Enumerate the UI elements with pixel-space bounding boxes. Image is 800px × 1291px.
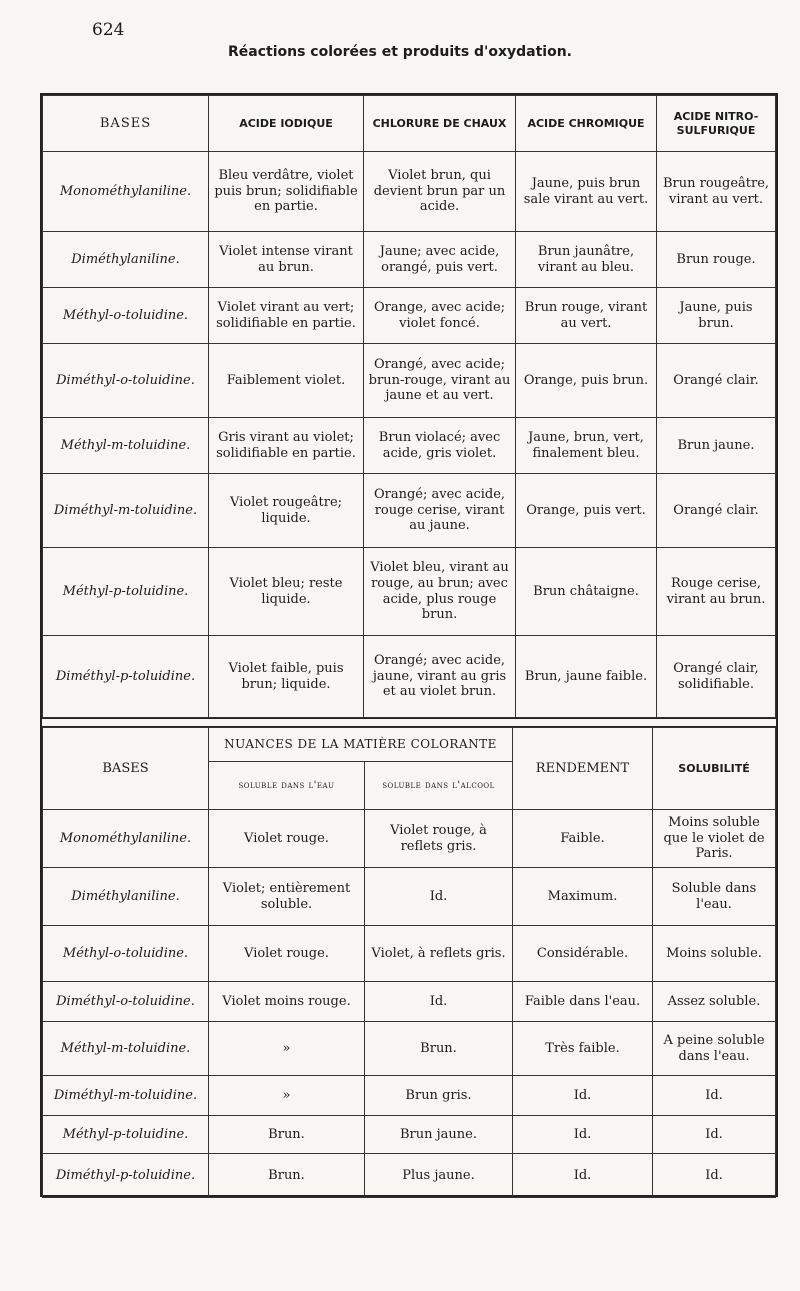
table1-cell: Orange, avec acide; violet foncé. [364,288,516,344]
table1-base-cell: Méthyl-m-toluidine. [43,418,209,474]
table1-cell: Orangé; avec acide, jaune, virant au gris et au violet brun. [364,636,516,718]
header-nuances: NUANCES DE LA MATIÈRE COLORANTE [209,728,513,762]
table1-base-cell: Diméthyl-o-toluidine. [43,344,209,418]
table2-cell: Brun. [209,1116,365,1154]
table2-cell: Brun gris. [365,1076,513,1116]
table1-row [43,152,776,232]
reactions-body [43,152,776,718]
table1-row [43,232,776,288]
header-acide-nitro-sulfurique: ACIDE NITRO-SULFURIQUE [657,96,776,152]
table2-row [43,1076,776,1116]
table1-cell: Jaune, brun, vert, finalement bleu. [516,418,657,474]
table1-cell: Orangé, avec acide; brun-rouge, virant au jaune et au vert. [364,344,516,418]
table2-row [43,1116,776,1154]
properties-body [43,810,776,1198]
header-soluble-eau: soluble dans l'eau [209,762,365,810]
table2-base-cell: Diméthylaniline. [43,868,209,926]
table2-cell: Id. [365,868,513,926]
table2-cell: Faible dans l'eau. [513,982,653,1022]
table1-row [43,636,776,718]
table2-cell: Id. [653,1076,776,1116]
table1-cell: Brun, jaune faible. [516,636,657,718]
table2-row [43,1154,776,1198]
table1-cell: Brun violacé; avec acide, gris violet. [364,418,516,474]
table2-row [43,982,776,1022]
properties-table [42,727,776,1198]
table2-base-cell: Méthyl-m-toluidine. [43,1022,209,1076]
header-chlorure-de-chaux: CHLORURE DE CHAUX [364,96,516,152]
table2-cell: Violet rouge, à reflets gris. [365,810,513,868]
table2-cell: Très faible. [513,1022,653,1076]
table1-cell: Violet faible, puis brun; liquide. [209,636,364,718]
table1-cell: Violet intense virant au brun. [209,232,364,288]
table1-row [43,288,776,344]
header-acide-iodique: ACIDE IODIQUE [209,96,364,152]
header-bases-2: BASES [43,728,209,810]
table1-row [43,474,776,548]
table1-cell: Orange, puis brun. [516,344,657,418]
header-solubilite: SOLUBILITÉ [653,728,776,810]
table2-cell: Moins soluble. [653,926,776,982]
table1-cell: Orangé clair, solidifiable. [657,636,776,718]
table2-cell: Id. [365,982,513,1022]
table2-cell: Moins soluble que le violet de Paris. [653,810,776,868]
table1-cell: Orangé clair. [657,474,776,548]
table1-cell: Bleu verdâtre, violet puis brun; solidifiable en partie. [209,152,364,232]
table1-base-cell: Diméthylaniline. [43,232,209,288]
table2-base-cell: Méthyl-p-toluidine. [43,1116,209,1154]
table1-cell: Rouge cerise, virant au brun. [657,548,776,636]
table2-cell: Brun. [209,1154,365,1198]
table1-cell: Violet virant au vert; solidifiable en partie. [209,288,364,344]
table1-cell: Jaune, puis brun sale virant au vert. [516,152,657,232]
header-bases: BASES [43,96,209,152]
table2-row [43,926,776,982]
page-title: Réactions colorées et produits d'oxydation. [228,44,572,60]
table1-cell: Brun rouge, virant au vert. [516,288,657,344]
table1-cell: Orangé; avec acide, rouge cerise, virant au jaune. [364,474,516,548]
table2-cell: Plus jaune. [365,1154,513,1198]
table2-cell: Brun jaune. [365,1116,513,1154]
table2-cell: Id. [653,1116,776,1154]
header-soluble-alcool: soluble dans l'alcool [365,762,513,810]
reactions-table [42,95,776,718]
table2-row [43,868,776,926]
properties-header-row-1 [43,728,776,762]
table2-base-cell: Diméthyl-o-toluidine. [43,982,209,1022]
table1-row [43,418,776,474]
table1-base-cell: Diméthyl-m-toluidine. [43,474,209,548]
table1-cell: Faiblement violet. [209,344,364,418]
table2-cell: Id. [513,1076,653,1116]
table2-row [43,810,776,868]
table1-cell: Jaune, puis brun. [657,288,776,344]
table1-row [43,344,776,418]
table1-base-cell: Diméthyl-p-toluidine. [43,636,209,718]
table2-cell: Violet; entièrement soluble. [209,868,365,926]
table2-cell: Violet moins rouge. [209,982,365,1022]
table1-cell: Orange, puis vert. [516,474,657,548]
table1-cell: Brun châtaigne. [516,548,657,636]
reactions-header-row [43,96,776,152]
table1-cell: Brun rouge. [657,232,776,288]
table1-base-cell: Méthyl-p-toluidine. [43,548,209,636]
table1-cell: Jaune; avec acide, orangé, puis vert. [364,232,516,288]
table-separator [42,718,776,727]
table2-base-cell: Diméthyl-m-toluidine. [43,1076,209,1116]
table2-cell: Id. [513,1154,653,1198]
table1-cell: Orangé clair. [657,344,776,418]
table2-base-cell: Diméthyl-p-toluidine. [43,1154,209,1198]
table2-base-cell: Méthyl-o-toluidine. [43,926,209,982]
header-rendement: RENDEMENT [513,728,653,810]
table1-cell: Violet rougeâtre; liquide. [209,474,364,548]
header-acide-chromique: ACIDE CHROMIQUE [516,96,657,152]
table2-base-cell: Monométhylaniline. [43,810,209,868]
table2-cell: Violet rouge. [209,926,365,982]
table1-cell: Brun jaunâtre, virant au bleu. [516,232,657,288]
table1-cell: Brun jaune. [657,418,776,474]
table1-cell: Violet brun, qui devient brun par un acide. [364,152,516,232]
table2-cell: Brun. [365,1022,513,1076]
table1-base-cell: Monométhylaniline. [43,152,209,232]
table2-cell: A peine soluble dans l'eau. [653,1022,776,1076]
table2-cell: » [209,1076,365,1116]
table1-cell: Violet bleu, virant au rouge, au brun; avec acide, plus rouge brun. [364,548,516,636]
table2-cell: » [209,1022,365,1076]
table2-cell: Maximum. [513,868,653,926]
table1-cell: Brun rougeâtre, virant au vert. [657,152,776,232]
table2-cell: Soluble dans l'eau. [653,868,776,926]
table1-base-cell: Méthyl-o-toluidine. [43,288,209,344]
table2-cell: Assez soluble. [653,982,776,1022]
table1-cell: Violet bleu; reste liquide. [209,548,364,636]
table2-cell: Considérable. [513,926,653,982]
table1-row [43,548,776,636]
table2-cell: Violet, à reflets gris. [365,926,513,982]
table1-cell: Gris virant au violet; solidifiable en partie. [209,418,364,474]
table2-row [43,1022,776,1076]
table2-cell: Faible. [513,810,653,868]
table2-cell: Violet rouge. [209,810,365,868]
table-frame [40,93,778,1197]
table2-cell: Id. [513,1116,653,1154]
table2-cell: Id. [653,1154,776,1198]
page-number: 624 [92,20,125,40]
